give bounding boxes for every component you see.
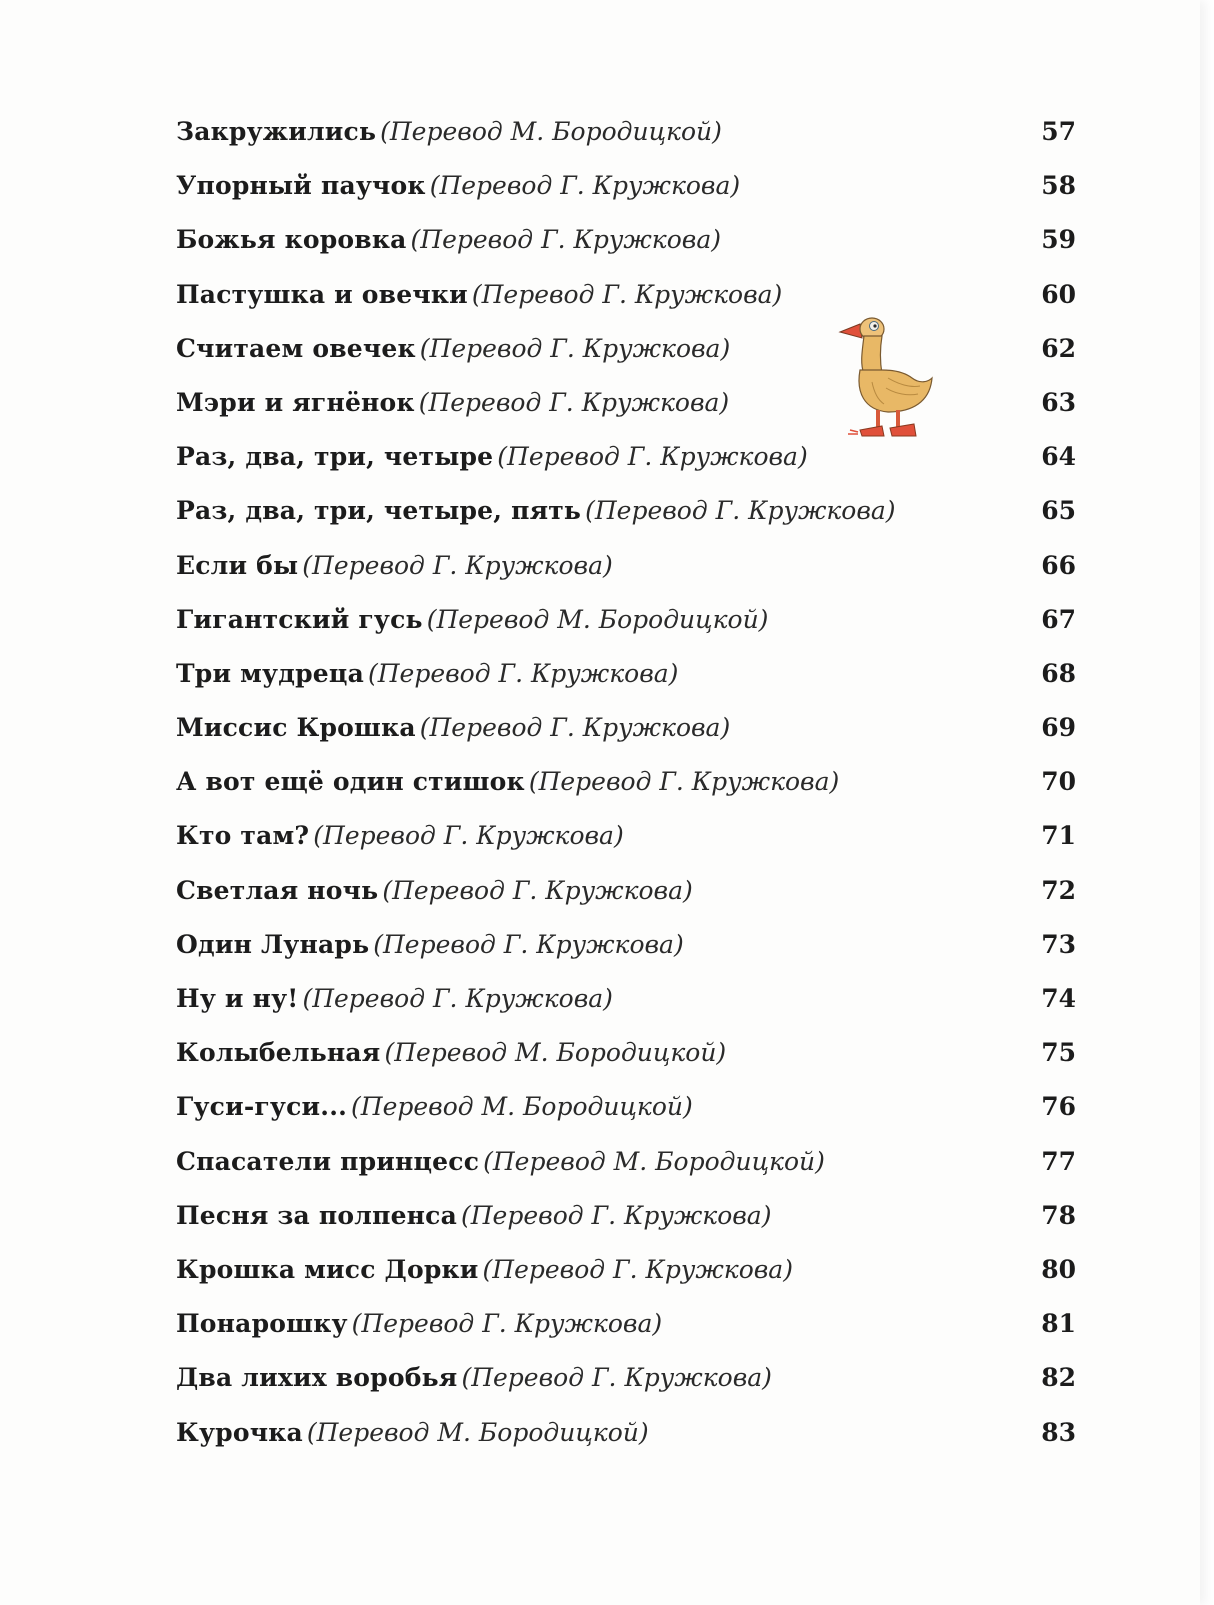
entry-title: Гуси-гуси... [176,1092,348,1122]
entry-title: Раз, два, три, четыре, пять [176,496,582,526]
toc-entry [176,918,1076,972]
entry-translator: (Перевод М. Бородицкой) [426,604,769,634]
entry-page-number: 69 [1041,713,1076,743]
entry-title: Кто там? [176,821,310,851]
entry-page-number: 83 [1041,1417,1076,1447]
entry-page-number: 68 [1041,658,1076,688]
entry-translator: (Перевод Г. Кружкова) [313,821,624,851]
entry-page-number: 78 [1041,1200,1076,1230]
goose-illustration-icon [838,312,938,442]
entry-page-number: 75 [1041,1038,1076,1068]
entry-page-number: 62 [1041,333,1076,363]
toc-entry [176,1026,1076,1080]
toc-entry [176,1297,1076,1351]
entry-page-number: 80 [1041,1254,1076,1284]
entry-page-number: 60 [1041,279,1076,309]
toc-entry [176,1351,1076,1405]
entry-title: Упорный паучок [176,171,426,201]
entry-page-number: 82 [1041,1363,1076,1393]
toc-entry [176,376,1076,430]
toc-entry [176,864,1076,918]
entry-translator: (Перевод Г. Кружкова) [367,658,679,688]
entry-translator: (Перевод Г. Кружкова) [351,1309,663,1339]
entry-translator: (Перевод Г. Кружкова) [302,984,613,1013]
toc-entry [176,1243,1076,1297]
entry-translator: (Перевод Г. Кружкова) [585,496,896,526]
entry-translator: (Перевод М. Бородицкой) [306,1417,649,1447]
entry-title: Крошка мисс Дорки [176,1254,479,1284]
entry-translator: (Перевод Г. Кружкова) [528,767,840,797]
entry-title: Божья коровка [176,225,407,255]
entry-title: Ну и ну! [176,984,299,1013]
entry-title: Если бы [176,550,299,580]
entry-page-number: 67 [1041,604,1076,634]
toc-entry [176,593,1076,647]
toc-entry [176,322,1076,376]
toc-entry [176,268,1076,322]
entry-page-number: 64 [1041,442,1076,472]
entry-translator: (Перевод М. Бородицкой) [351,1092,693,1122]
entry-translator: (Перевод Г. Кружкова) [419,713,731,743]
toc-entry [176,809,1076,863]
entry-title: А вот ещё один стишок [176,767,525,797]
entry-translator: (Перевод М. Бородицкой) [483,1146,825,1176]
toc-entry [176,105,1076,159]
entry-translator: (Перевод М. Бородицкой) [380,117,722,146]
entry-title: Спасатели принцесс [176,1146,480,1176]
entry-page-number: 74 [1041,984,1076,1013]
entry-translator: (Перевод Г. Кружкова) [410,225,721,255]
entry-title: Миссис Крошка [176,713,416,743]
entry-page-number: 77 [1041,1146,1076,1176]
entry-title: Курочка [176,1417,303,1447]
table-of-contents [176,105,1076,1460]
entry-page-number: 71 [1041,821,1076,851]
entry-page-number: 59 [1041,225,1076,255]
entry-page-number: 73 [1041,929,1076,959]
entry-title: Светлая ночь [176,875,379,905]
entry-page-number: 72 [1041,875,1076,905]
toc-entry [176,1189,1076,1243]
entry-title: Песня за полпенса [176,1200,457,1230]
toc-entry [176,1135,1076,1189]
toc-entry [176,539,1076,593]
entry-page-number: 76 [1041,1092,1076,1122]
entry-page-number: 81 [1041,1309,1076,1339]
entry-title: Два лихих воробья [176,1363,458,1393]
entry-translator: (Перевод Г. Кружкова) [419,333,731,363]
entry-title: Считаем овечек [176,333,416,363]
entry-page-number: 70 [1041,767,1076,797]
entry-page-number: 65 [1041,496,1076,526]
entry-translator: (Перевод Г. Кружкова) [429,171,741,201]
entry-page-number: 66 [1041,550,1076,580]
entry-translator: (Перевод Г. Кружкова) [497,442,808,472]
entry-translator: (Перевод Г. Кружкова) [373,929,684,959]
toc-entry [176,701,1076,755]
entry-translator: (Перевод Г. Кружкова) [302,550,613,580]
toc-entry [176,159,1076,213]
entry-title: Один Лунарь [176,929,370,959]
entry-translator: (Перевод Г. Кружкова) [418,387,730,417]
entry-title: Колыбельная [176,1038,381,1068]
entry-title: Мэри и ягнёнок [176,387,415,417]
entry-translator: (Перевод Г. Кружкова) [461,1363,772,1393]
entry-title: Понарошку [176,1309,348,1339]
entry-page-number: 57 [1041,117,1076,146]
entry-translator: (Перевод Г. Кружкова) [482,1254,793,1284]
entry-title: Закружились [176,117,377,146]
toc-entry [176,484,1076,538]
toc-entry [176,972,1076,1026]
entry-translator: (Перевод Г. Кружкова) [382,875,693,905]
toc-entry [176,213,1076,267]
entry-title: Пастушка и овечки [176,279,468,309]
toc-entry [176,755,1076,809]
entry-page-number: 63 [1041,387,1076,417]
toc-entry [176,647,1076,701]
toc-entry [176,430,1076,484]
entry-translator: (Перевод М. Бородицкой) [384,1038,727,1068]
entry-translator: (Перевод Г. Кружкова) [461,1200,772,1230]
entry-translator: (Перевод Г. Кружкова) [471,279,783,309]
entry-title: Гигантский гусь [176,604,423,634]
entry-page-number: 58 [1041,171,1076,201]
toc-entry [176,1406,1076,1460]
toc-entry [176,1080,1076,1134]
entry-title: Раз, два, три, четыре [176,442,494,472]
entry-title: Три мудреца [176,658,364,688]
